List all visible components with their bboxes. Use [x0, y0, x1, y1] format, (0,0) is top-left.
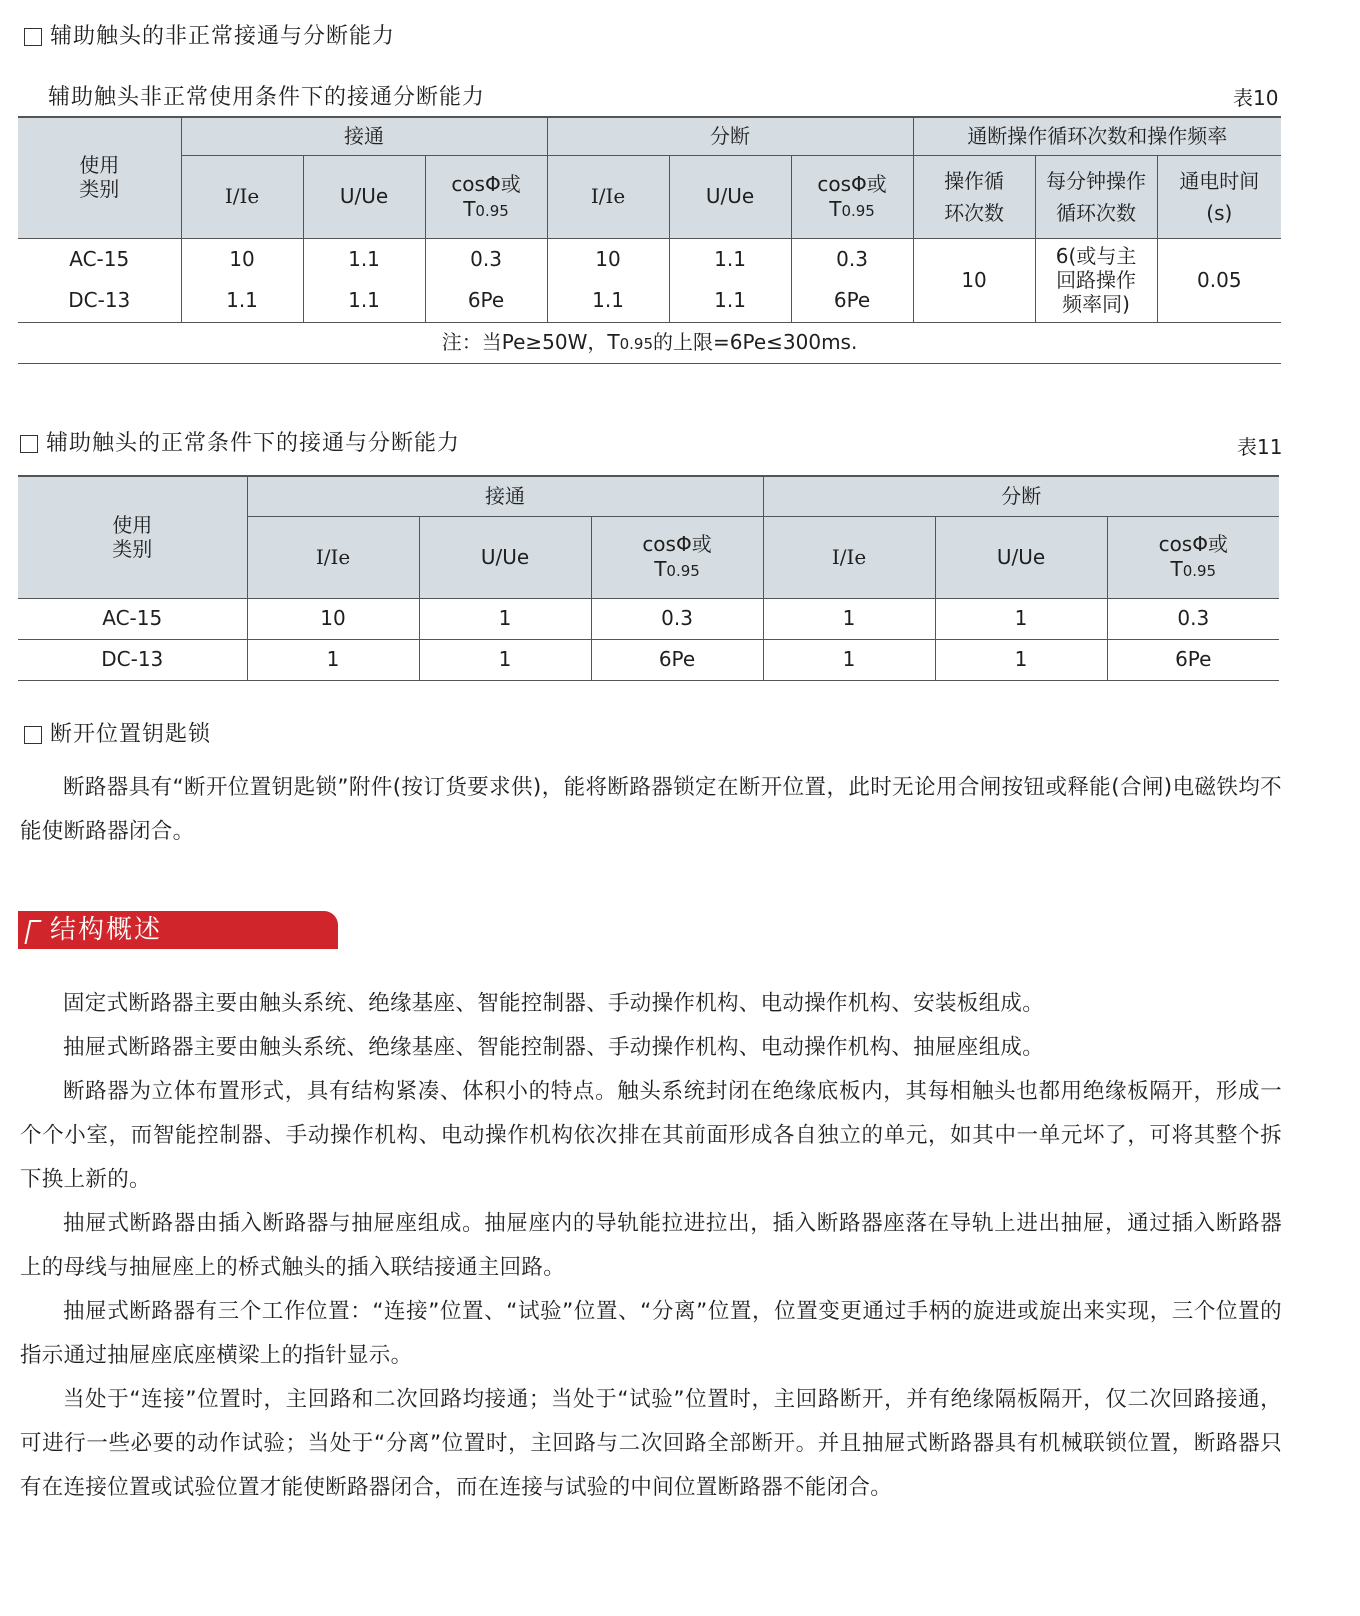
cell-value: 6Pe	[1107, 639, 1279, 680]
cell-cycles: 10	[913, 238, 1035, 322]
paragraph: 固定式断路器主要由触头系统、绝缘基座、智能控制器、手动操作机构、电动操作机构、安装板组成。	[63, 991, 1045, 1016]
cell-value: 6Pe	[591, 639, 763, 680]
banner-corner-icon	[24, 920, 41, 944]
table-row	[18, 238, 1281, 280]
section-heading-text: 辅助触头的非正常接通与分断能力	[50, 24, 396, 49]
cell-value: 1	[419, 598, 591, 639]
table-number: 表11	[1237, 435, 1283, 459]
section-heading-normal	[20, 431, 460, 457]
cell-value: 1.1	[303, 238, 425, 280]
cell-value: 1	[763, 598, 935, 639]
section-banner	[18, 911, 338, 949]
header-make-i: I/Ie	[181, 155, 303, 238]
table-note: 注：当Pe≥50W，T0.95的上限=6Pe≤300ms.	[441, 330, 858, 354]
checkbox-icon	[24, 28, 42, 46]
header-cycles: 操作循环次数	[913, 155, 1035, 238]
paragraph: 断路器具有“断开位置钥匙锁”附件(按订货要求供)，能将断路器锁定在断开位置，此时无论用合闸按钮或释能(合闸)电磁铁均不能使断路器闭合。	[20, 775, 1282, 844]
checkbox-icon	[20, 435, 38, 453]
paragraph: 抽屉式断路器有三个工作位置：“连接”位置、“试验”位置、“分离”位置，位置变更通过手柄的旋进或旋出来实现，三个位置的指示通过抽屉座底座横梁上的指针显示。	[20, 1299, 1282, 1368]
header-break-cos: cosΦ或 T0.95	[1107, 516, 1279, 598]
header-energized-time: 通电时间(s)	[1157, 155, 1281, 238]
table-note-row	[18, 322, 1281, 363]
header-break-i: I/Ie	[547, 155, 669, 238]
paragraph: 断路器为立体布置形式，具有结构紧凑、体积小的特点。触头系统封闭在绝缘底板内，其每相触头也都用绝缘板隔开，形成一个个小室，而智能控制器、手动操作机构、电动操作机构依次排在其前面形成各自独立的单元，如其中一单元坏了，可将其整个拆下换上新的。	[20, 1079, 1282, 1192]
header-break-u: U/Ue	[669, 155, 791, 238]
cell-value: 1	[419, 639, 591, 680]
cell-value: 1	[763, 639, 935, 680]
header-make-u: U/Ue	[303, 155, 425, 238]
cell-value: 1.1	[547, 280, 669, 322]
section-heading-text: 断开位置钥匙锁	[50, 722, 212, 747]
table-number: 表10	[1233, 86, 1279, 110]
cell-value: 10	[547, 238, 669, 280]
header-category: 使用类别	[18, 117, 181, 238]
banner-title: 结构概述	[50, 915, 163, 945]
cell-value: 0.3	[425, 238, 547, 280]
header-break-i: I/Ie	[763, 516, 935, 598]
header-make-cos: cosΦ或 T0.95	[425, 155, 547, 238]
header-category: 使用类别	[18, 476, 247, 598]
checkbox-icon	[24, 726, 42, 744]
paragraph: 抽屉式断路器主要由触头系统、绝缘基座、智能控制器、手动操作机构、电动操作机构、抽屉座组成。	[63, 1035, 1045, 1060]
section-heading-abnormal	[24, 24, 395, 50]
cell-value: 1.1	[303, 280, 425, 322]
paragraph: 抽屉式断路器由插入断路器与抽屉座组成。抽屉座内的导轨能拉进拉出，插入断路器座落在导轨上进出抽屉，通过插入断路器上的母线与抽屉座上的桥式触头的插入联结接通主回路。	[20, 1211, 1282, 1280]
cell-value: 1.1	[181, 280, 303, 322]
cell-value: 1.1	[669, 280, 791, 322]
cell-value: 10	[181, 238, 303, 280]
cell-value: 1.1	[669, 238, 791, 280]
cell-value: 0.3	[1107, 598, 1279, 639]
header-per-minute: 每分钟操作循环次数	[1035, 155, 1157, 238]
section-heading-text: 辅助触头的正常条件下的接通与分断能力	[46, 431, 461, 456]
key-lock-paragraph	[20, 766, 1282, 854]
header-break: 分断	[547, 117, 913, 155]
cell-value: 0.3	[591, 598, 763, 639]
header-make: 接通	[247, 476, 763, 516]
table-11	[18, 475, 1279, 681]
cell-value: 6Pe	[425, 280, 547, 322]
structure-text	[20, 982, 1282, 1510]
header-break-u: U/Ue	[935, 516, 1107, 598]
cell-time: 0.05	[1157, 238, 1281, 322]
table-10	[18, 116, 1281, 364]
table-row	[18, 598, 1279, 639]
cell-category: DC-13	[68, 288, 131, 313]
header-break-cos: cosΦ或 T0.95	[791, 155, 913, 238]
header-make-u: U/Ue	[419, 516, 591, 598]
cell-value: 6Pe	[791, 280, 913, 322]
header-break: 分断	[763, 476, 1279, 516]
section-heading-key-lock	[24, 722, 211, 748]
cell-value: 1	[247, 639, 419, 680]
cell-category: AC-15	[102, 606, 163, 630]
cell-category: DC-13	[101, 647, 164, 671]
header-make-cos: cosΦ或 T0.95	[591, 516, 763, 598]
header-make: 接通	[181, 117, 547, 155]
table-caption: 辅助触头非正常使用条件下的接通分断能力	[48, 85, 486, 110]
cell-category: AC-15	[69, 246, 130, 271]
cell-per-minute: 6(或与主回路操作频率同)	[1035, 238, 1157, 322]
cell-value: 1	[935, 598, 1107, 639]
cell-value: 1	[935, 639, 1107, 680]
paragraph: 当处于“连接”位置时，主回路和二次回路均接通；当处于“试验”位置时，主回路断开，并有绝缘隔板隔开，仅二次回路接通，可进行一些必要的动作试验；当处于“分离”位置时，主回路与二次回路全部断开。并且抽屉式断路器具有机械联锁位置，断路器只有在连接位置或试验位置才能使断路器闭合，而在连接与试验的中间位置断路器不能闭合。	[20, 1387, 1282, 1500]
table-row	[18, 639, 1279, 680]
cell-value: 10	[247, 598, 419, 639]
header-make-i: I/Ie	[247, 516, 419, 598]
cell-value: 0.3	[791, 238, 913, 280]
header-ops: 通断操作循环次数和操作频率	[913, 117, 1281, 155]
